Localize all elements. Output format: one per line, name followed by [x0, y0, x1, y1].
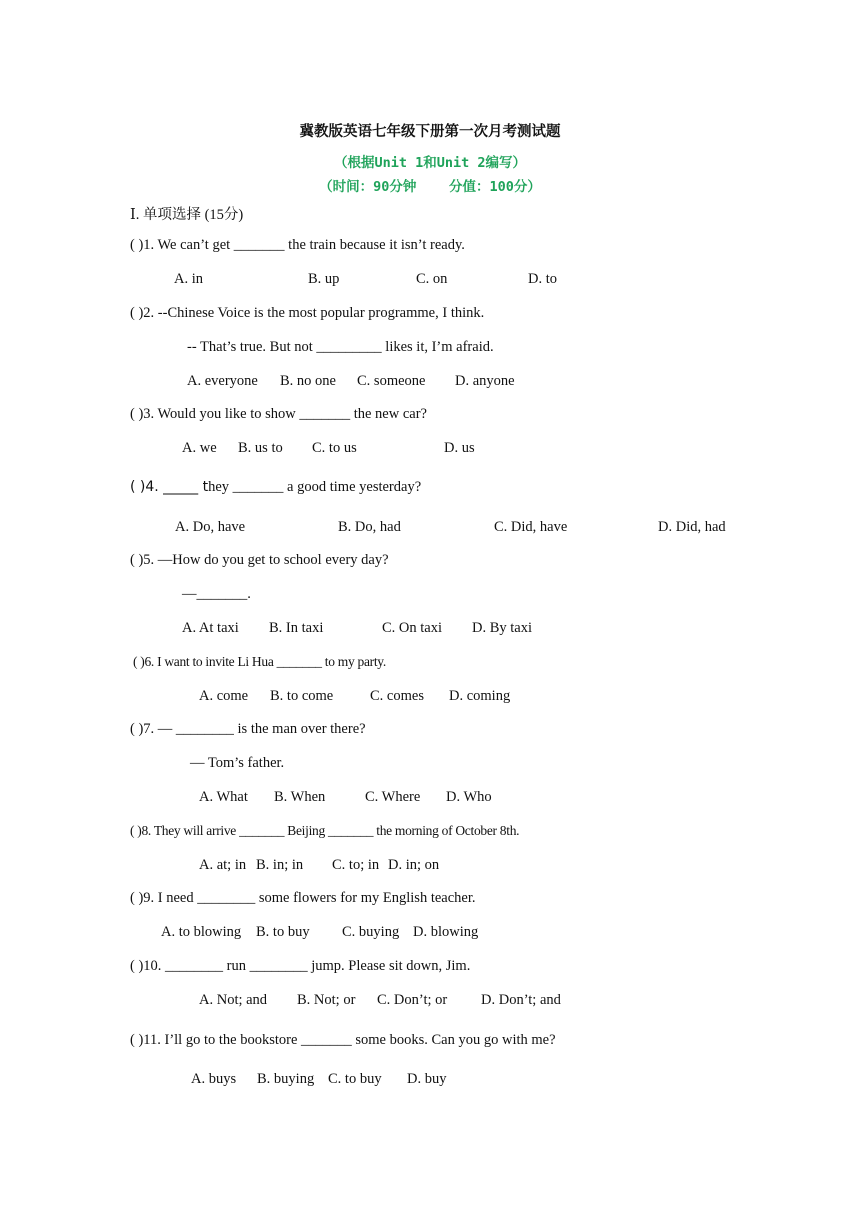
question-11-option-b: B. buying — [257, 1071, 315, 1087]
question-9-stem: ( )9. I need ________ some flowers for my English teacher. — [130, 890, 476, 906]
question-5-option-b: B. In taxi — [269, 620, 324, 636]
question-3-option-c: C. to us — [312, 440, 357, 456]
question-8-option-d: D. in; on — [388, 857, 440, 873]
question-6-option-c: C. comes — [370, 688, 424, 704]
question-5-stem: ( )5. —How do you get to school every day? — [130, 552, 389, 568]
question-1-stem: ( )1. We can’t get _______ the train because it isn’t ready. — [130, 237, 465, 253]
question-2-option-b: B. no one — [280, 373, 336, 389]
question-4-stem-text: hey _______ a good time yesterday? — [208, 479, 422, 495]
question-10-option-d: D. Don’t; and — [481, 992, 561, 1008]
question-4-stem — [130, 479, 421, 496]
question-2-stem: ( )2. --Chinese Voice is the most popular programme, I think. — [130, 305, 485, 321]
question-7-option-d: D. Who — [446, 789, 492, 805]
question-5-option-c: C. On taxi — [382, 620, 443, 636]
question-11-option-d: D. buy — [407, 1071, 447, 1087]
question-4-option-d: D. Did, had — [658, 519, 726, 535]
question-4-option-a: A. Do, have — [175, 519, 246, 535]
question-11-option-a: A. buys — [191, 1071, 237, 1087]
question-9-option-a: A. to blowing — [161, 924, 242, 940]
question-8-option-a: A. at; in — [199, 857, 247, 873]
question-3-option-a: A. we — [182, 440, 217, 456]
question-9-option-b: B. to buy — [256, 924, 310, 940]
question-7-option-a: A. What — [199, 789, 248, 805]
exam-basis: （根据Unit 1和Unit 2编写） — [333, 155, 527, 171]
question-3-option-b: B. us to — [238, 440, 283, 456]
question-2-option-c: C. someone — [357, 373, 426, 389]
question-8-stem: ( )8. They will arrive _______ Beijing _______ the morning of October 8th. — [130, 823, 520, 838]
question-9-option-d: D. blowing — [413, 924, 479, 940]
question-10-stem: ( )10. ________ run ________ jump. Please sit down, Jim. — [130, 958, 471, 974]
question-7-stem: ( )7. — ________ is the man over there? — [130, 721, 366, 737]
question-3-option-d: D. us — [444, 440, 475, 456]
question-9-option-c: C. buying — [342, 924, 400, 940]
question-7-option-c: C. Where — [365, 789, 421, 805]
question-10-option-b: B. Not; or — [297, 992, 356, 1008]
question-8-option-c: C. to; in — [332, 857, 380, 873]
question-1-option-b: B. up — [308, 271, 340, 287]
question-4-option-c: C. Did, have — [494, 519, 568, 535]
question-11-option-c: C. to buy — [328, 1071, 382, 1087]
question-5-option-a: A. At taxi — [182, 620, 239, 636]
question-2-reply: -- That’s true. But not _________ likes it, I’m afraid. — [187, 339, 494, 355]
question-1-option-c: C. on — [416, 271, 448, 287]
question-6-stem: ( )6. I want to invite Li Hua _______ to my party. — [133, 654, 386, 669]
question-4-option-b: B. Do, had — [338, 519, 401, 535]
question-11-stem: ( )11. I’ll go to the bookstore _______ some books. Can you go with me? — [130, 1032, 556, 1048]
question-3-stem: ( )3. Would you like to show _______ the new car? — [130, 406, 427, 422]
question-1-option-a: A. in — [174, 271, 203, 287]
question-5-option-d: D. By taxi — [472, 620, 533, 636]
section-heading: Ⅰ. 单项选择 (15分) — [130, 207, 244, 223]
question-2-option-a: A. everyone — [187, 373, 258, 389]
question-10-option-c: C. Don’t; or — [377, 992, 448, 1008]
question-10-option-a: A. Not; and — [199, 992, 268, 1008]
question-5-reply: —_______. — [182, 586, 251, 602]
question-7-option-b: B. When — [274, 789, 326, 805]
exam-time-score: （时间：90分钟 分值：100分） — [319, 179, 541, 195]
question-6-option-b: B. to come — [270, 688, 334, 704]
exam-title: 冀教版英语七年级下册第一次月考测试题 — [299, 124, 561, 140]
question-8-option-b: B. in; in — [256, 857, 304, 873]
question-1-option-d: D. to — [528, 271, 557, 287]
question-4-stem-prefix: ( )4. _____ t — [130, 479, 209, 495]
question-6-option-d: D. coming — [449, 688, 511, 704]
question-2-option-d: D. anyone — [455, 373, 515, 389]
question-6-option-a: A. come — [199, 688, 249, 704]
question-7-reply: — Tom’s father. — [190, 755, 285, 771]
